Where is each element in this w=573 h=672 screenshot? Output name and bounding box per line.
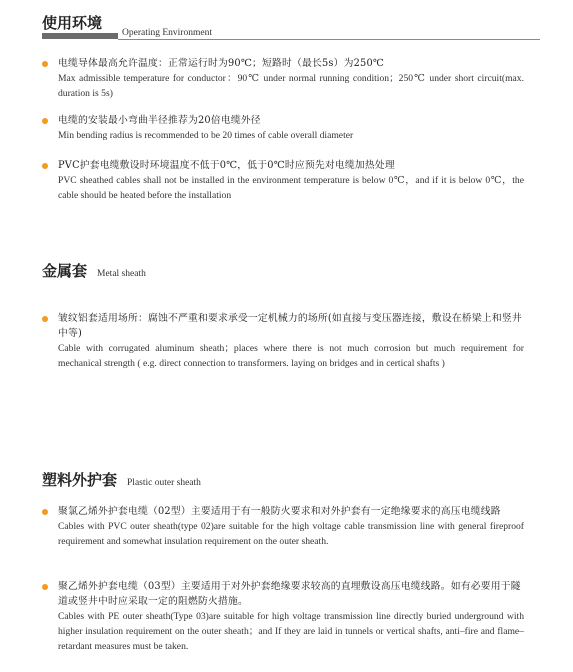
list-item xyxy=(42,311,524,371)
section-title-plastic xyxy=(42,469,201,490)
section-subtitle-en: Metal sheath xyxy=(97,269,146,279)
rule-line xyxy=(118,39,540,40)
item-text-en: Min bending radius is recommended to be 20 times of cable overall diameter xyxy=(58,130,354,141)
section-subtitle-en: Operating Environment xyxy=(122,28,212,38)
item-text-zh: 电缆导体最高允许温度：正常运行时为90℃；短路时（最长5s）为250℃ xyxy=(58,58,385,69)
bullet-icon xyxy=(42,509,48,515)
item-text-en: PVC sheathed cables shall not be installed in the environment temperature is below 0℃，and if it is below 0℃，the cable should be heated before the installation xyxy=(58,175,524,201)
section-subtitle-en: Plastic outer sheath xyxy=(127,478,201,488)
bullet-icon xyxy=(42,316,48,322)
section-title-operating xyxy=(42,12,102,33)
section-title-zh: 使用环境 xyxy=(42,14,103,32)
bullet-icon xyxy=(42,584,48,590)
section-rule xyxy=(42,28,540,40)
item-text-zh: 聚氯乙烯外护套电缆（02型）主要适用于有一般防火要求和对外护套有一定绝缘要求的高压电缆线路 xyxy=(58,506,501,517)
section-title-zh: 金属套 xyxy=(42,262,88,280)
bullet-icon xyxy=(42,118,48,124)
item-text-zh: 电缆的安装最小弯曲半径推荐为20倍电缆外径 xyxy=(58,115,261,126)
list-item xyxy=(42,504,524,549)
bullet-icon xyxy=(42,163,48,169)
item-text-zh: 皱纹铝套适用场所：腐蚀不严重和要求承受一定机械力的场所(如直接与变压器连接，敷设在桥梁上和竖井中等) xyxy=(58,313,522,339)
list-item xyxy=(42,579,524,654)
list-item xyxy=(42,56,524,101)
bullet-icon xyxy=(42,61,48,67)
item-text-zh: PVC护套电缆敷设时环境温度不低于0℃，低于0℃时应预先对电缆加热处理 xyxy=(58,160,395,171)
section-title-metal xyxy=(42,260,146,281)
item-text-en: Max admissible temperature for conductor：90℃ under normal running condition；250℃ under short circuit(max. duration is 5s) xyxy=(58,73,524,99)
item-text-en: Cable with corrugated aluminum sheath；places where there is not much corrosion but much requirement for mechanical strength ( e.g. direct connection to transformers. laying on bridges and in certical shafts ) xyxy=(58,343,524,369)
list-item xyxy=(42,158,524,203)
list-item xyxy=(42,113,524,143)
item-text-zh: 聚乙烯外护套电缆（03型）主要适用于对外护套绝缘要求较高的直埋敷设高压电缆线路。如有必要用于隧道或竖井中时应采取一定的阻燃防火措施。 xyxy=(58,581,521,607)
section-title-zh: 塑料外护套 xyxy=(42,471,118,489)
item-text-en: Cables with PVC outer sheath(type 02)are suitable for the high voltage cable transmission line with general fireproof requirement and somewhat insulation requirement on the outer sheath. xyxy=(58,521,524,547)
item-text-en: Cables with PE outer sheath(Type 03)are suitable for high voltage transmission line directly buried underground with higher insulation requirement on the outer sheath；and If they are laid in tunnels or vertical shafts, anti–fire and flame–retardant measures must be taken. xyxy=(58,611,524,652)
rule-block xyxy=(42,33,118,39)
